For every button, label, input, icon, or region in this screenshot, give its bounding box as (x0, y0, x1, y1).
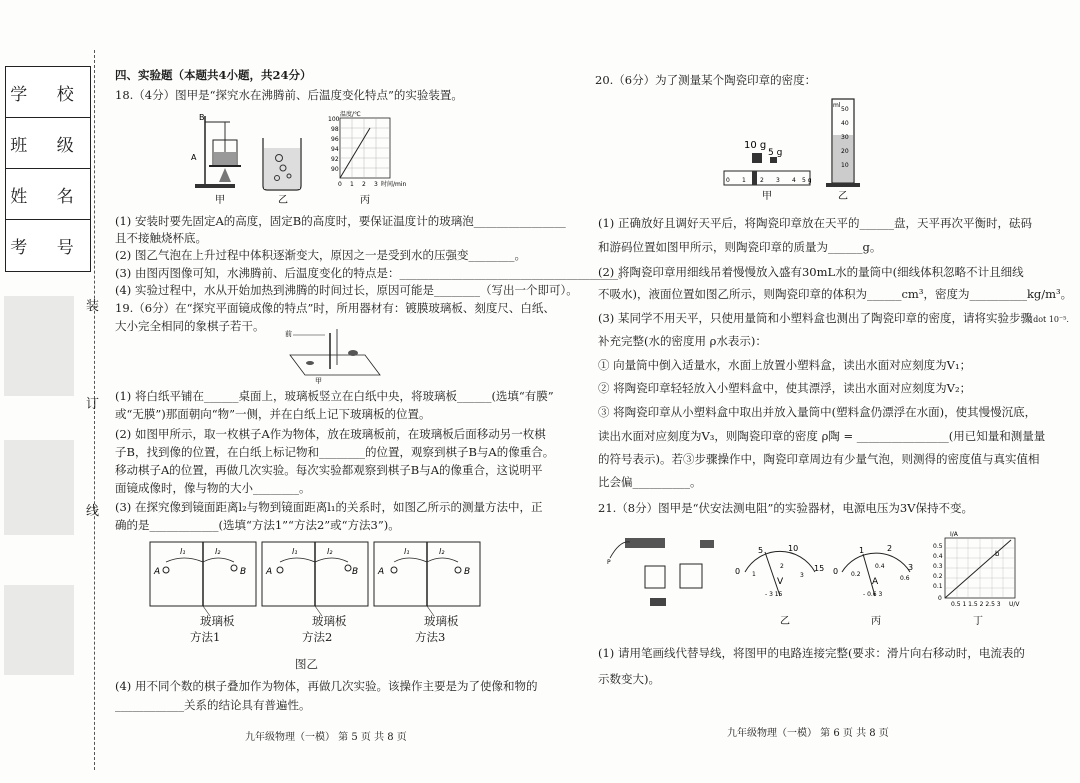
svg-text:3: 3 (776, 177, 780, 184)
svg-text:l₂: l₂ (439, 547, 445, 556)
weights-icon (744, 140, 782, 163)
svg-text:l₂: l₂ (327, 547, 333, 556)
q19-title2: 大小完全相同的象棋子若干。 (115, 319, 265, 333)
svg-text:2: 2 (362, 181, 366, 188)
q18-p1b: 且不接触烧杯底。 (115, 231, 207, 245)
voltmeter-dial (735, 544, 824, 598)
caption-bing: 丙 (360, 195, 370, 206)
q20-p2b: 不吸水)，液面位置如图乙所示，则陶瓷印章的体积为______cm³，密度为__________kg/m³。 (598, 287, 1073, 301)
q21-p1b: 示数变大)。 (598, 672, 660, 686)
svg-text:l₁: l₁ (180, 547, 186, 556)
svg-text:A: A (154, 567, 161, 577)
svg-text:l₁: l₁ (292, 547, 298, 556)
svg-text:0: 0 (938, 595, 942, 602)
svg-text:0: 0 (833, 567, 839, 576)
caption-yi: 乙 (278, 195, 288, 206)
svg-text:2: 2 (780, 563, 784, 570)
svg-text:时间/min: 时间/min (381, 181, 407, 188)
q20-p3b: 补充完整(水的密度用 ρ水表示)： (598, 334, 767, 348)
q19-p2: (2) 如图甲所示，取一枚棋子A作为物体，放在玻璃板前，在玻璃板后面移动另一枚棋 (115, 427, 546, 441)
q19-p1b: 或“无膜”)那面朝向“物”一侧，并在白纸上记下玻璃板的位置。 (115, 407, 431, 421)
q19-p1: (1) 将白纸平铺在______桌面上，玻璃板竖立在白纸中央，将玻璃板______(选填“有膜” (115, 389, 554, 403)
q21-title: 21.（8分）图甲是“伏安法测电阻”的实验器材，电源电压为3V保持不变。 (598, 501, 973, 515)
svg-text:3: 3 (800, 572, 804, 579)
svg-text:甲: 甲 (762, 191, 772, 202)
fig2-caption: 图乙 (295, 657, 318, 671)
svg-text:乙: 乙 (780, 616, 790, 627)
q20-p1: (1) 正确放好且调好天平后，将陶瓷印章放在天平的______盘，天平再次平衡时，砝码 (598, 216, 1032, 230)
school-field: 学 校 (6, 67, 90, 118)
q21-figures (605, 530, 1025, 628)
svg-text:98: 98 (331, 126, 339, 133)
svg-text:B: B (464, 567, 471, 577)
svg-text:B: B (199, 113, 205, 122)
name-field: 姓 名 (6, 169, 90, 220)
svg-text:- 3 15: - 3 15 (765, 591, 783, 598)
fold-mark-2: 订 (86, 397, 100, 412)
temperature-graph (328, 110, 407, 188)
svg-text:3: 3 (908, 563, 914, 572)
svg-text:92: 92 (331, 156, 339, 163)
svg-text:20: 20 (841, 148, 849, 155)
svg-text:5: 5 (758, 546, 764, 555)
svg-text:A: A (266, 567, 273, 577)
svg-text:90: 90 (331, 166, 339, 173)
fold-mark-1: 装 (86, 299, 100, 314)
q20-figures (720, 95, 870, 205)
svg-text:0.5 1 1.5 2 2.5 3: 0.5 1 1.5 2 2.5 3 (951, 601, 1001, 608)
balance-ruler (724, 171, 812, 185)
q19-p2c: 移动棋子A的位置，再做几次实验。每次实验都观察到棋子B与A的像重合，这说明平 (115, 463, 543, 477)
graph-ylabel: 温度/℃ (340, 111, 361, 118)
svg-text:10: 10 (841, 162, 849, 169)
left-footer: 九年级物理（一模） 第 5 页 共 8 页 (245, 732, 407, 743)
q18-title: 18.（4分）图甲是“探究水在沸腾前、后温度变化特点”的实验装置。 (115, 88, 463, 102)
svg-text:0.4: 0.4 (875, 563, 885, 570)
svg-text:0.1: 0.1 (933, 583, 943, 590)
svg-text:1: 1 (859, 546, 865, 555)
mirror-setup-figure (285, 325, 385, 385)
q20-step3: ③ 将陶瓷印章从小塑料盒中取出并放入量筒中(塑料盒仍漂浮在水面)，使其慢慢沉底， (598, 405, 1037, 419)
svg-text:P: P (607, 559, 611, 566)
glass-label-2: 玻璃板 (312, 614, 347, 628)
iv-graph (933, 531, 1020, 608)
svg-text:I/A: I/A (950, 531, 958, 538)
svg-text:1: 1 (350, 181, 354, 188)
right-footer: 九年级物理（一模） 第 6 页 共 8 页 (727, 728, 889, 739)
method-1-label: 方法1 (190, 630, 221, 644)
q19-p2b: 子B，找到像的位置，在白纸上标记物和________的位置，观察到棋子B与A的像重合。 (115, 445, 555, 459)
svg-text:乙: 乙 (838, 191, 848, 202)
svg-text:l₂: l₂ (215, 547, 221, 556)
svg-text:2: 2 (887, 544, 893, 553)
q19-p4: (4) 用不同个数的棋子叠加作为物体，再做几次实验。该操作主要是为了使像和物的 (115, 679, 538, 693)
stamp-smudge (4, 296, 74, 396)
svg-text:30: 30 (841, 134, 849, 141)
svg-text:0.3: 0.3 (933, 563, 943, 570)
stamp-smudge-3 (4, 585, 74, 675)
glass-label-1: 玻璃板 (200, 614, 235, 628)
svg-text:A: A (378, 567, 385, 577)
svg-text:1: 1 (752, 571, 756, 578)
svg-text:ml: ml (833, 102, 841, 109)
svg-text:15: 15 (814, 564, 825, 573)
ammeter-dial (833, 544, 913, 598)
svg-text:丙: 丙 (871, 616, 881, 627)
q20-step3b: 读出水面对应刻度为V₃，则陶瓷印章的密度 ρ陶 = ________________(用已知量和测量量 (598, 429, 1046, 443)
svg-text:0: 0 (735, 567, 741, 576)
svg-text:3: 3 (374, 181, 378, 188)
q20-step1: ① 向量筒中倒入适量水，水面上放置小塑料盒，读出水面对应刻度为V₁； (598, 358, 972, 372)
q18-p4: (4) 实验过程中，水从开始加热到沸腾的时间过长，原因可能是________（写出一个即可）。 (115, 283, 578, 297)
svg-text:U/V: U/V (1009, 601, 1020, 608)
svg-text:0.2: 0.2 (933, 573, 943, 580)
q19-p4b: ____________关系的结论具有普遍性。 (115, 698, 311, 712)
svg-text:V: V (777, 577, 784, 587)
svg-text:94: 94 (331, 146, 339, 153)
q19-p3: (3) 在探究像到镜面距离l₂与物到镜面距离l₁的关系时，如图乙所示的测量方法中，正 (115, 500, 543, 514)
svg-text:B: B (352, 567, 359, 577)
student-info-box (5, 66, 91, 272)
q18-figures (185, 108, 445, 208)
fold-mark-3: 线 (86, 504, 100, 519)
svg-text:B: B (240, 567, 247, 577)
svg-text:0.5: 0.5 (933, 543, 943, 550)
q20-title: 20.（6分）为了测量某个陶瓷印章的密度： (595, 73, 817, 87)
q20-p2: (2) 将陶瓷印章用细线吊着慢慢放入盛有30mL水的量筒中(细线体积忽略不计且细线 (598, 265, 1024, 279)
svg-text:5 g: 5 g (768, 148, 783, 158)
q18-p1: (1) 安装时要先固定A的高度，固定B的高度时，要保证温度计的玻璃泡________________ (115, 214, 566, 228)
svg-text:4: 4 (792, 177, 796, 184)
svg-text:0.4: 0.4 (933, 553, 943, 560)
method-3-label: 方法3 (415, 630, 446, 644)
q21-p1: (1) 请用笔画线代替导线，将图甲的电路连接完整(要求：滑片向右移动时，电流表的 (598, 646, 1025, 660)
heating-apparatus-icon (191, 113, 241, 188)
svg-text:0: 0 (726, 177, 730, 184)
q18-p3: (3) 由图丙图像可知，水沸腾前、后温度变化的特点是：______________________________________。 (115, 266, 630, 280)
binding-margin (0, 0, 100, 783)
svg-text:10 g: 10 g (744, 140, 767, 151)
q19-p3b: 确的是____________(选填“方法1”“方法2”或“方法3”)。 (115, 518, 400, 532)
circuit-equipment-icon (607, 538, 714, 606)
svg-text:A: A (191, 153, 197, 162)
label-front: 前 (285, 330, 292, 338)
svg-text:96: 96 (331, 136, 339, 143)
svg-text:0: 0 (338, 181, 342, 188)
svg-text:l₁: l₁ (404, 547, 410, 556)
q20-step3d: 比会偏__________。 (598, 475, 702, 489)
q18-p2: (2) 图乙气泡在上升过程中体积逐渐变大，原因之一是受到水的压强变________。 (115, 248, 526, 262)
svg-text:100: 100 (328, 116, 340, 123)
beaker-icon (263, 138, 301, 190)
q20-p1b: 和游码位置如图甲所示，则陶瓷印章的质量为______g。 (598, 240, 882, 254)
svg-text:10: 10 (788, 544, 799, 553)
svg-text:40: 40 (841, 120, 849, 127)
q20-step3c: 的符号表示)。若③步骤操作中，陶瓷印章周边有少量气泡，则测得的密度值与真实值相 (598, 452, 1040, 466)
svg-text:1: 1 (742, 177, 746, 184)
svg-text:甲: 甲 (315, 377, 322, 385)
svg-text:2: 2 (760, 177, 764, 184)
caption-jia: 甲 (215, 195, 225, 206)
svg-text:丁: 丁 (973, 616, 983, 627)
svg-text:50: 50 (841, 106, 849, 113)
q20-p3: (3) 某同学不用天平，只使用量筒和小塑料盒也测出了陶瓷印章的密度，请将实验步骤 (598, 311, 1032, 325)
class-field: 班 级 (6, 118, 90, 169)
q20-step2: ② 将陶瓷印章轻轻放入小塑料盒中，使其漂浮，读出水面对应刻度为V₂； (598, 381, 972, 395)
q19-title: 19.（6分）在“探究平面镜成像的特点”时，所用器材有：镀膜玻璃板、刻度尺、白纸、 (115, 301, 555, 315)
glass-label-3: 玻璃板 (424, 614, 459, 628)
section-title: 四、实验题（本题共4小题，共24分） (115, 68, 312, 82)
method-2-label: 方法2 (302, 630, 333, 644)
stamp-smudge-2 (4, 440, 74, 535)
q19-p2d: 面镜成像时，像与物的大小________。 (115, 481, 311, 495)
svg-text:b: b (995, 550, 1000, 558)
exam-number-field: 考 号 (10, 237, 86, 258)
svg-text:0.6: 0.6 (900, 575, 910, 582)
margin-note: (dot 10⁻⁵. (1030, 315, 1069, 324)
svg-text:5 g: 5 g (802, 177, 812, 184)
svg-text:- 0.6 3: - 0.6 3 (863, 591, 883, 598)
measuring-cylinder-icon (826, 99, 860, 187)
svg-text:A: A (872, 577, 879, 587)
svg-text:0.2: 0.2 (851, 571, 861, 578)
